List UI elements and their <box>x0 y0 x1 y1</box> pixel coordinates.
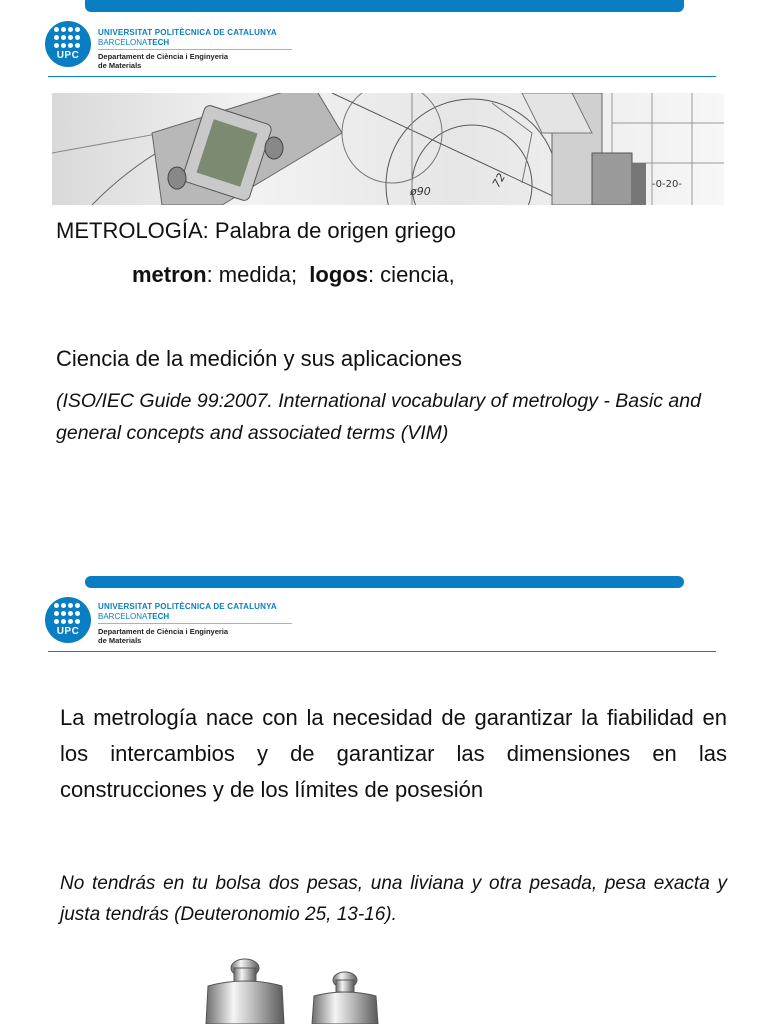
calibration-weights-image <box>190 956 410 1024</box>
department-line-1: Departament de Ciència i Enginyeria <box>98 52 229 61</box>
origin-paragraph: La metrología nace con la necesidad de garantizar la fiabilidad en los intercambios y de garantizar las dimensiones en las construcciones y de los límites de posesión <box>60 705 727 802</box>
deuteronomy-quote: No tendrás en tu bolsa dos pesas, una liviana y otra pesada, pesa exacta y justa tendrás (Deuteronomio 25, 13-16). <box>60 873 727 925</box>
campus-name: BARCELONATECH <box>98 612 170 621</box>
term-logos: logos <box>309 262 368 287</box>
university-name: UNIVERSITAT POLITÈCNICA DE CATALUNYA <box>98 28 277 37</box>
metrology-banner-image <box>52 93 724 205</box>
term-logos-definition: : ciencia, <box>367 262 455 287</box>
header-underline <box>48 76 716 77</box>
iso-reference: (ISO/IEC Guide 99:2007. International vocabulary of metrology - Basic and general concepts and associated terms (VIM) <box>56 390 701 444</box>
metrology-heading: METROLOGÍA: Palabra de origen griego <box>56 218 456 243</box>
top-accent-bar <box>85 576 684 588</box>
term-metron: metron <box>132 262 207 287</box>
header-underline <box>48 651 716 652</box>
department-line-1: Departament de Ciència i Enginyeria <box>98 627 229 636</box>
banner-label-diameter: ø90 <box>410 185 431 198</box>
upc-logo-text: UPC <box>56 50 80 61</box>
logo-divider <box>98 623 292 624</box>
upc-logo <box>45 597 91 643</box>
top-accent-bar <box>85 0 684 12</box>
science-definition: Ciencia de la medición y sus aplicaciones <box>56 346 462 371</box>
etymology-line <box>132 262 455 288</box>
upc-logo <box>45 21 91 67</box>
logo-divider <box>98 49 292 50</box>
banner-label-dimension: -0-20- <box>652 179 682 190</box>
upc-logo-text: UPC <box>56 626 80 637</box>
term-metron-definition: : medida; <box>206 262 310 287</box>
campus-name: BARCELONATECH <box>98 38 170 47</box>
university-name: UNIVERSITAT POLITÈCNICA DE CATALUNYA <box>98 602 277 611</box>
banner-label-angle: 72 <box>489 171 509 190</box>
slide-2 <box>0 576 768 1024</box>
department-line-2: de Materials <box>98 636 142 645</box>
department-line-2: de Materials <box>98 61 142 70</box>
